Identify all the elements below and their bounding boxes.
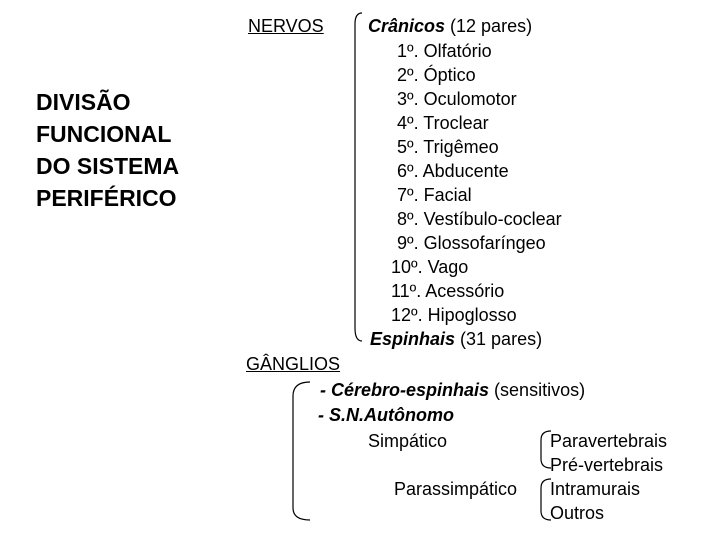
sn-autonomo-label: - S.N.Autônomo bbox=[318, 405, 454, 425]
cranial-nerve-item: 1º. Olfatório bbox=[397, 41, 492, 61]
cranial-nerve-item: 12º. Hipoglosso bbox=[391, 305, 517, 325]
simpatico-label: Simpático bbox=[368, 431, 448, 451]
title-line: DO SISTEMA bbox=[36, 153, 180, 179]
ganglios-brace bbox=[293, 382, 310, 520]
title-line: PERIFÉRICO bbox=[36, 185, 177, 211]
diagram-title bbox=[36, 86, 179, 214]
cranial-nerve-item: 7º. Facial bbox=[397, 185, 472, 205]
parassimpatico-item: Intramurais bbox=[550, 479, 641, 499]
espinhais-line bbox=[370, 328, 542, 350]
ganglios-heading: GÂNGLIOS bbox=[246, 354, 341, 374]
cranial-nerve-item: 9º. Glossofaríngeo bbox=[397, 233, 546, 253]
parassimpatico-item: Outros bbox=[550, 503, 605, 523]
parassimpatico-label: Parassimpático bbox=[394, 479, 518, 499]
cranial-nerve-item: 5º. Trigêmeo bbox=[397, 137, 499, 157]
espinhais-suffix: (31 pares) bbox=[455, 329, 543, 349]
title-line: DIVISÃO bbox=[36, 89, 131, 115]
nervos-brace bbox=[355, 13, 362, 341]
cranial-nerve-item: 6º. Abducente bbox=[397, 161, 509, 181]
cranicos-label: Crânicos bbox=[368, 16, 446, 36]
cerebro-espinhais-line bbox=[320, 379, 585, 401]
cerebro-espinhais-suffix: (sensitivos) bbox=[489, 380, 586, 400]
cranicos-label-line bbox=[368, 15, 532, 37]
cranicos-suffix: (12 pares) bbox=[445, 16, 533, 36]
title-line: FUNCIONAL bbox=[36, 121, 172, 147]
simpatico-item: Pré-vertebrais bbox=[550, 455, 664, 475]
simpatico-item: Paravertebrais bbox=[550, 431, 668, 451]
cranial-nerve-item: 8º. Vestíbulo-coclear bbox=[397, 209, 562, 229]
cranial-nerve-item: 10º. Vago bbox=[391, 257, 469, 277]
nervos-heading: NERVOS bbox=[248, 16, 324, 36]
cranial-nerve-item: 11º. Acessório bbox=[391, 281, 505, 301]
espinhais-label: Espinhais bbox=[370, 329, 456, 349]
cranial-nerve-item: 2º. Óptico bbox=[397, 65, 476, 85]
cerebro-espinhais-label: - Cérebro-espinhais bbox=[320, 380, 490, 400]
cranial-nerve-item: 3º. Oculomotor bbox=[397, 89, 517, 109]
cranial-nerve-item: 4º. Troclear bbox=[397, 113, 489, 133]
